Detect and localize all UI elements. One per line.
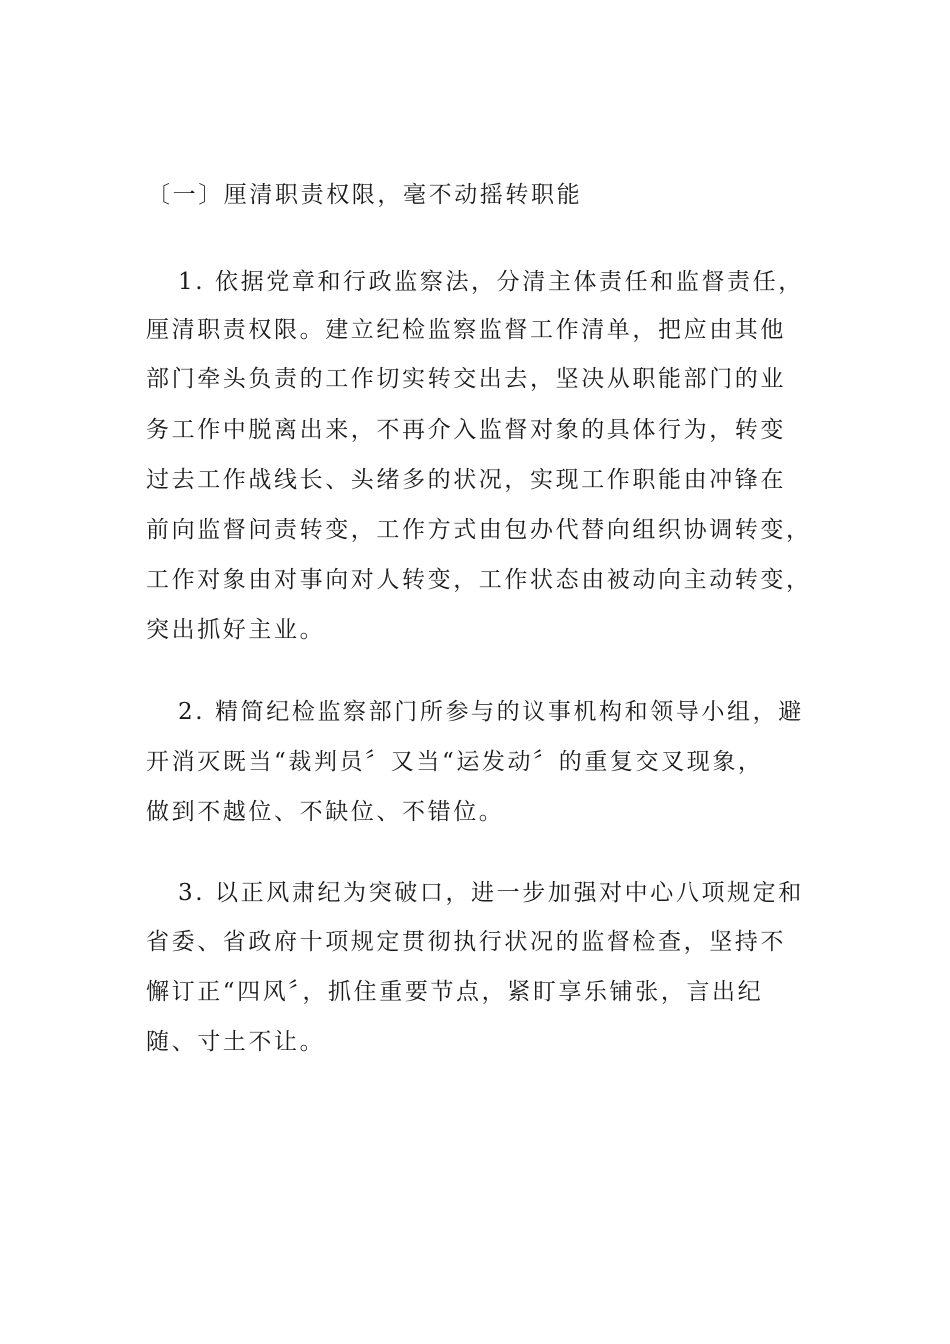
paragraph-line: 突出抓好主业。 <box>146 617 326 643</box>
paragraph-line: 省委、省政府十项规定贯彻执行状况的监督检查，坚持不 <box>146 929 786 955</box>
paragraph-line: 部门牵头负责的工作切实转交出去，坚决从职能部门的业 <box>146 366 786 392</box>
paragraph-line: 随、寸土不让。 <box>146 1029 326 1055</box>
paragraph-line: 开消灭既当“裁判员〞又当“运发动〞的重复交叉现象， <box>146 749 764 775</box>
paragraph-line: 做到不越位、不缺位、不错位。 <box>146 799 505 825</box>
paragraph-line: 2. 精简纪检监察部门所参与的议事机构和领导小组，避 <box>178 699 804 725</box>
paragraph-line: 过去工作战线长、头绪多的状况，实现工作职能由冲锋在 <box>146 467 786 493</box>
paragraph-line: 懈订正“四风〞，抓住重要节点，紧盯享乐铺张，言出纪 <box>146 979 764 1005</box>
paragraph-line: 厘清职责权限。建立纪检监察监督工作清单，把应由其他 <box>146 317 786 343</box>
paragraph-line: 1. 依据党章和行政监察法，分清主体责任和监督责任， <box>178 269 804 295</box>
paragraph-line: 工作对象由对事向对人转变，工作状态由被动向主动转变， <box>146 567 812 593</box>
paragraph-line: 务工作中脱离出来，不再介入监督对象的具体行为，转变 <box>146 417 786 443</box>
paragraph-line: 3. 以正风肃纪为突破口，进一步加强对中心八项规定和 <box>178 880 804 906</box>
paragraph-line: 前向监督问责转变，工作方式由包办代替向组织协调转变， <box>146 517 812 543</box>
section-heading: 〔一〕厘清职责权限，毫不动摇转职能 <box>147 182 583 208</box>
